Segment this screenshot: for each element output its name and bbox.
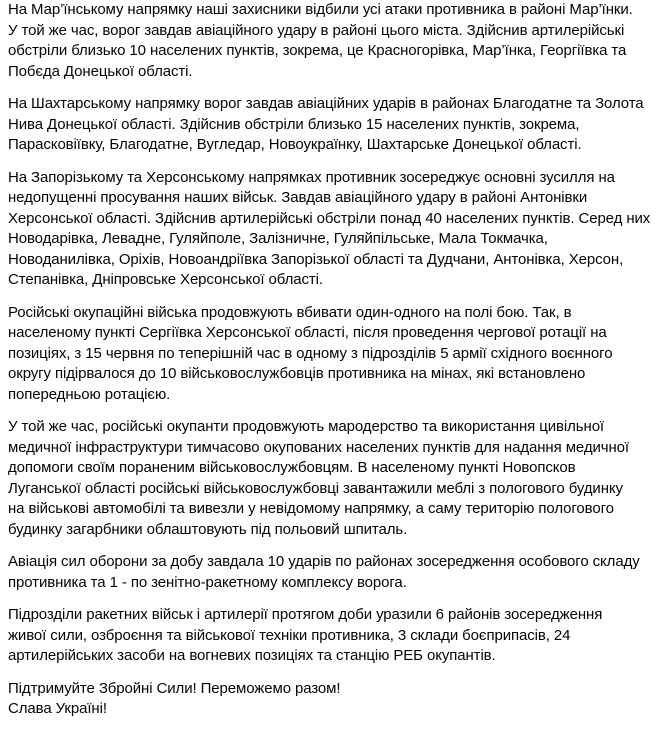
text-line: На Мар’їнському напрямку наші захисники відбили усі атаки противника в районі Мар’їнки. bbox=[8, 1, 633, 18]
paragraph-marinka bbox=[8, 0, 658, 82]
text-line: Херсонської області. Здійснив артилерійські обстріли понад 40 населених пунктів. Серед них bbox=[8, 209, 651, 227]
text-line: У той же час, ворог завдав авіаційного удару в районі цього міста. Здійснив артилерійські bbox=[8, 21, 625, 39]
text-line: Луганської області російські військовослужбовці завантажили меблі з пологового будинку bbox=[8, 479, 623, 497]
text-line: артилерійських засоби на вогневих позиціях та станцію РЕБ окупантів. bbox=[8, 647, 496, 664]
text-line: позиціях, з 15 червня по теперішній час в одному з підрозділів 5 армії східного воєнного bbox=[8, 344, 613, 362]
text-line: Підрозділи ракетних військ і артилерії протягом доби уразили 6 районів зосередження bbox=[8, 606, 603, 623]
text-line: Новодарівка, Левадне, Гуляйполе, Залізничне, Гуляйпільське, Мала Токмачка, bbox=[8, 230, 548, 247]
paragraph-shakhtarsk bbox=[8, 94, 658, 156]
paragraph-russian-losses bbox=[8, 303, 658, 406]
text-line: Побєда Донецької області. bbox=[8, 62, 193, 80]
text-line: Новоданилівка, Оріхів, Новоандріївка Запорізької області та Дудчани, Антонівка, Херсон, bbox=[8, 250, 624, 268]
text-line: Слава Україні! bbox=[8, 700, 107, 717]
paragraph-artillery bbox=[8, 605, 658, 667]
text-line: на військові автомобілі та вивезли у невідомому напрямку, а саму територію пологового bbox=[8, 500, 614, 517]
text-line: Авіація сил оборони за добу завдала 10 ударів по районах зосередження особового складу bbox=[8, 553, 640, 570]
text-line: противника та 1 - по зенітно-ракетному комплексу ворога. bbox=[8, 573, 407, 591]
paragraph-zaporizhzhia-kherson bbox=[8, 168, 658, 291]
text-line: медичної інфраструктури тимчасово окупованих населених пунктів для надання медичної bbox=[8, 438, 629, 456]
text-line: Підтримуйте Збройні Сили! Переможемо разом! bbox=[8, 679, 341, 697]
text-line: округу підірвалося до 10 військовослужбовців противника на мінах, які встановлено bbox=[8, 365, 586, 382]
text-line: Російські окупаційні війська продовжують вбивати один-одного на полі бою. Так, в bbox=[8, 303, 572, 321]
paragraph-closing bbox=[8, 679, 658, 720]
post-text bbox=[8, 0, 658, 732]
paragraph-looting bbox=[8, 417, 658, 540]
text-line: недопущенні просування наших військ. Завдав авіаційного удару в районі Антонівки bbox=[8, 189, 588, 206]
text-line: У той же час, російські окупанти продовжують мародерство та використання цивільної bbox=[8, 418, 604, 435]
text-line: обстріли близько 10 населених пунктів, зокрема, це Красногорівка, Мар’їнка, Георгіївка та bbox=[8, 42, 627, 59]
text-line: будинку загарбники облаштовують під польовий шпиталь. bbox=[8, 520, 408, 538]
text-line: На Запорізькому та Херсонському напрямках противник зосереджує основні зусилля на bbox=[8, 168, 615, 186]
text-line: Парасковіївку, Благодатне, Вугледар, Новоукраїнку, Шахтарське Донецької області. bbox=[8, 136, 582, 153]
text-line: допомоги своїм пораненим військовослужбовцям. В населеному пункті Новопсков bbox=[8, 459, 576, 476]
text-line: населеному пункті Сергіївка Херсонської області, після проведення чергової ротації на bbox=[8, 324, 607, 341]
text-line: Нива Донецької області. Здійснив обстріли близько 15 населених пунктів, зокрема, bbox=[8, 115, 580, 133]
paragraph-aviation bbox=[8, 552, 658, 593]
text-line: Степанівка, Дніпровське Херсонської області. bbox=[8, 271, 323, 288]
text-line: живої сили, озброєння та військової техніки противника, 3 склади боєприпасів, 24 bbox=[8, 626, 571, 644]
text-line: На Шахтарському напрямку ворог завдав авіаційних ударів в районах Благодатне та Золота bbox=[8, 95, 644, 112]
text-line: попередньою ротацією. bbox=[8, 385, 171, 403]
